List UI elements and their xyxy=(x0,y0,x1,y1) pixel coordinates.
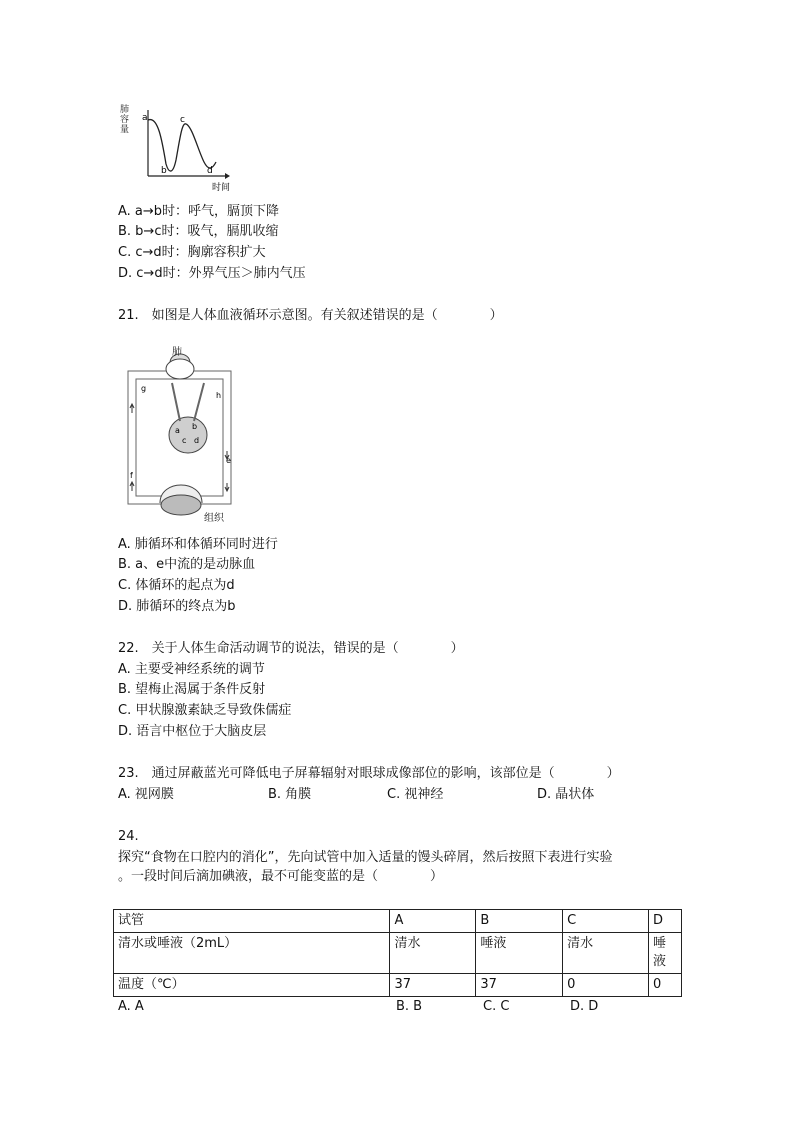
table-cell: 37 xyxy=(476,974,563,997)
q21-option-d: D. 肺循环的终点为b xyxy=(118,599,236,614)
diagram-letter-g: g xyxy=(141,384,147,393)
graph-label-d: d xyxy=(207,166,213,176)
graph-xlabel: 时间 xyxy=(212,183,231,193)
table-row xyxy=(114,933,682,974)
diagram-tissue-label: 组织 xyxy=(204,513,224,524)
graph-label-a: a xyxy=(142,113,148,123)
table-cell: 0 xyxy=(649,974,682,997)
table-cell: 唾液 xyxy=(476,933,563,974)
diagram-letter-c: c xyxy=(182,436,187,445)
diagram-letter-b: b xyxy=(192,422,198,431)
table-cell: 清水或唾液（2mL） xyxy=(114,933,390,974)
diagram-letter-e: e xyxy=(226,456,231,465)
diagram-letter-d: d xyxy=(194,436,200,445)
experiment-table xyxy=(113,909,682,997)
table-cell: 试管 xyxy=(114,910,390,933)
q24-number: 24. xyxy=(118,829,139,844)
q23-stem: 23. 通过屏蔽蓝光可降低电子屏幕辐射对眼球成像部位的影响，该部位是（ ） xyxy=(118,766,620,781)
q24-option-b: B. B xyxy=(396,999,423,1014)
lung-volume-graph xyxy=(118,100,238,195)
diagram-letter-h: h xyxy=(216,391,222,400)
table-cell: D xyxy=(649,910,682,933)
q24-stem-line2: 。一段时间后滴加碘液，最不可能变蓝的是（ ） xyxy=(118,869,444,884)
q22-option-a: A. 主要受神经系统的调节 xyxy=(118,662,265,677)
q22-stem: 22. 关于人体生命活动调节的说法，错误的是（ ） xyxy=(118,641,464,656)
q23-option-c: C. 视神经 xyxy=(387,787,444,802)
graph-label-c: c xyxy=(180,115,185,125)
table-cell: 37 xyxy=(390,974,476,997)
table-row xyxy=(114,974,682,997)
q20-option-c: C. c→d时：胸廓容积扩大 xyxy=(118,245,266,260)
table-cell: B xyxy=(476,910,563,933)
blood-circulation-diagram xyxy=(118,343,243,528)
q23-option-a: A. 视网膜 xyxy=(118,787,174,802)
table-row xyxy=(114,910,682,933)
q24-stem-line1: 探究“食物在口腔内的消化”，先向试管中加入适量的馒头碎屑，然后按照下表进行实验 xyxy=(118,850,613,865)
table-cell: 0 xyxy=(563,974,649,997)
table-cell: 清水 xyxy=(390,933,476,974)
q23-option-d: D. 晶状体 xyxy=(537,787,595,802)
q22-option-c: C. 甲状腺激素缺乏导致侏儒症 xyxy=(118,703,292,718)
q20-option-b: B. b→c时：吸气，膈肌收缩 xyxy=(118,224,279,239)
table-cell: 唾液 xyxy=(649,933,682,974)
graph-ylabel: 肺容量 xyxy=(120,105,130,135)
q20-option-a: A. a→b时：呼气，膈顶下降 xyxy=(118,204,280,219)
q22-option-b: B. 望梅止渴属于条件反射 xyxy=(118,682,266,697)
diagram-lung-label: 肺 xyxy=(172,347,182,358)
diagram-letter-a: a xyxy=(175,426,180,435)
table-cell: 清水 xyxy=(563,933,649,974)
table-cell: A xyxy=(390,910,476,933)
graph-label-b: b xyxy=(161,166,167,176)
q21-stem: 21. 如图是人体血液循环示意图。有关叙述错误的是（ ） xyxy=(118,308,503,323)
q21-option-c: C. 体循环的起点为d xyxy=(118,578,235,593)
q24-option-a: A. A xyxy=(118,999,144,1014)
q21-option-b: B. a、e中流的是动脉血 xyxy=(118,557,256,572)
table-cell: C xyxy=(563,910,649,933)
q20-option-d: D. c→d时：外界气压＞肺内气压 xyxy=(118,266,306,281)
q24-option-d: D. D xyxy=(570,999,599,1014)
q22-option-d: D. 语言中枢位于大脑皮层 xyxy=(118,724,267,739)
diagram-letter-f: f xyxy=(130,471,133,480)
q24-option-c: C. C xyxy=(483,999,510,1014)
table-cell: 温度（℃） xyxy=(114,974,390,997)
q21-option-a: A. 肺循环和体循环同时进行 xyxy=(118,537,278,552)
q23-option-b: B. 角膜 xyxy=(268,787,312,802)
